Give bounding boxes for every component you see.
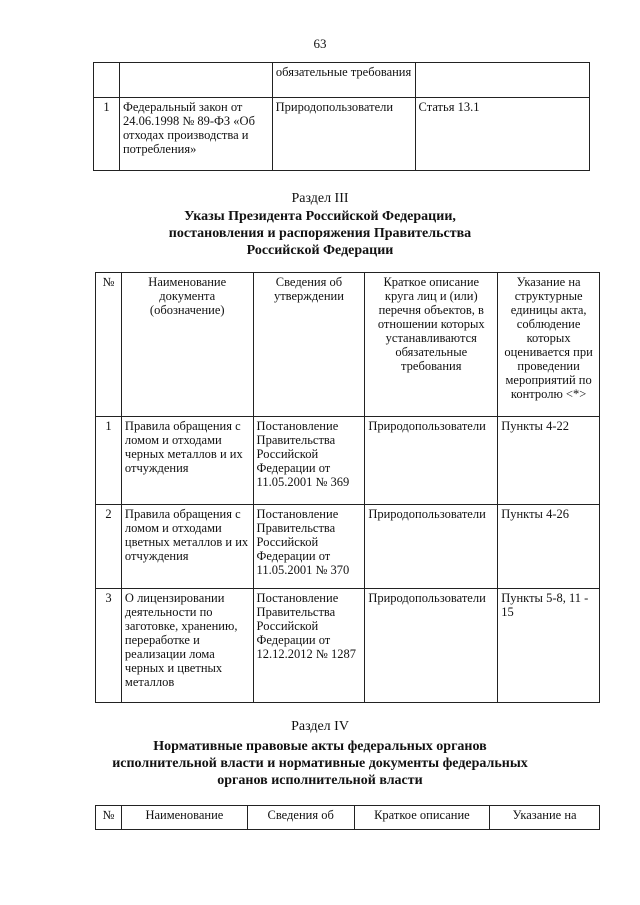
table-row (94, 98, 590, 171)
section-3-heading: Раздел III (291, 191, 349, 206)
section-3-title (0, 208, 640, 259)
title-line: органов исполнительной власти (217, 773, 423, 788)
cell-name: Федеральный закон от 24.06.1998 № 89-ФЗ «Об отходах производства и потребления» (119, 98, 272, 171)
cell-num: 1 (96, 417, 122, 505)
table-row (96, 417, 600, 505)
title-line: Указы Президента Российской Федерации, (184, 209, 456, 224)
cell-who: обязательные требования (272, 63, 415, 98)
title-line: Российской Федерации (246, 243, 394, 258)
cell-approval: Постановление Правительства Российской Федерации от 12.12.2012 № 1287 (253, 589, 365, 703)
section-4-title (0, 738, 640, 789)
header-name: Наименование (121, 806, 247, 830)
cell-who: Природопользователи (272, 98, 415, 171)
header-description: Краткое описание круга лиц и (или) перечня объектов, в отношении которых устанавливаются обязательные требования (365, 273, 498, 417)
table-row (96, 589, 600, 703)
table-header-row (96, 806, 600, 830)
page-number: 63 (313, 36, 327, 51)
header-units: Указание на (490, 806, 600, 830)
table-row (96, 505, 600, 589)
header-num: № (96, 273, 122, 417)
section-4-heading: Раздел IV (291, 719, 349, 734)
cell-ref: Статья 13.1 (415, 98, 589, 171)
cell-name: Правила обращения с ломом и отходами черных металлов и их отчуждения (121, 417, 253, 505)
header-approval: Сведения об (247, 806, 354, 830)
cell-num (94, 63, 120, 98)
cell-description: Природопользователи (365, 505, 498, 589)
cell-ref (415, 63, 589, 98)
cell-approval: Постановление Правительства Российской Федерации от 11.05.2001 № 369 (253, 417, 365, 505)
cell-units: Пункты 5-8, 11 - 15 (498, 589, 600, 703)
cell-num: 2 (96, 505, 122, 589)
cell-approval: Постановление Правительства Российской Федерации от 11.05.2001 № 370 (253, 505, 365, 589)
section-3-table (95, 272, 600, 703)
header-description: Краткое описание (354, 806, 490, 830)
cell-description: Природопользователи (365, 589, 498, 703)
header-num: № (96, 806, 122, 830)
title-line: постановления и распоряжения Правительства (168, 226, 472, 241)
cell-num: 3 (96, 589, 122, 703)
header-units: Указание на структурные единицы акта, соблюдение которых оценивается при проведении мероприятий по контролю <*> (498, 273, 600, 417)
cell-units: Пункты 4-22 (498, 417, 600, 505)
title-line: исполнительной власти и нормативные документы федеральных (112, 756, 528, 771)
cell-name: Правила обращения с ломом и отходами цветных металлов и их отчуждения (121, 505, 253, 589)
cell-units: Пункты 4-26 (498, 505, 600, 589)
header-approval: Сведения об утверждении (253, 273, 365, 417)
cell-num: 1 (94, 98, 120, 171)
table-row (94, 63, 590, 98)
section-4-table (95, 805, 600, 830)
continued-table (93, 62, 590, 171)
cell-description: Природопользователи (365, 417, 498, 505)
header-name: Наименование документа (обозначение) (121, 273, 253, 417)
table-header-row (96, 273, 600, 417)
cell-name (119, 63, 272, 98)
title-line: Нормативные правовые акты федеральных органов (153, 739, 487, 754)
cell-name: О лицензировании деятельности по заготовке, хранению, переработке и реализации лома черных и цветных металлов (121, 589, 253, 703)
